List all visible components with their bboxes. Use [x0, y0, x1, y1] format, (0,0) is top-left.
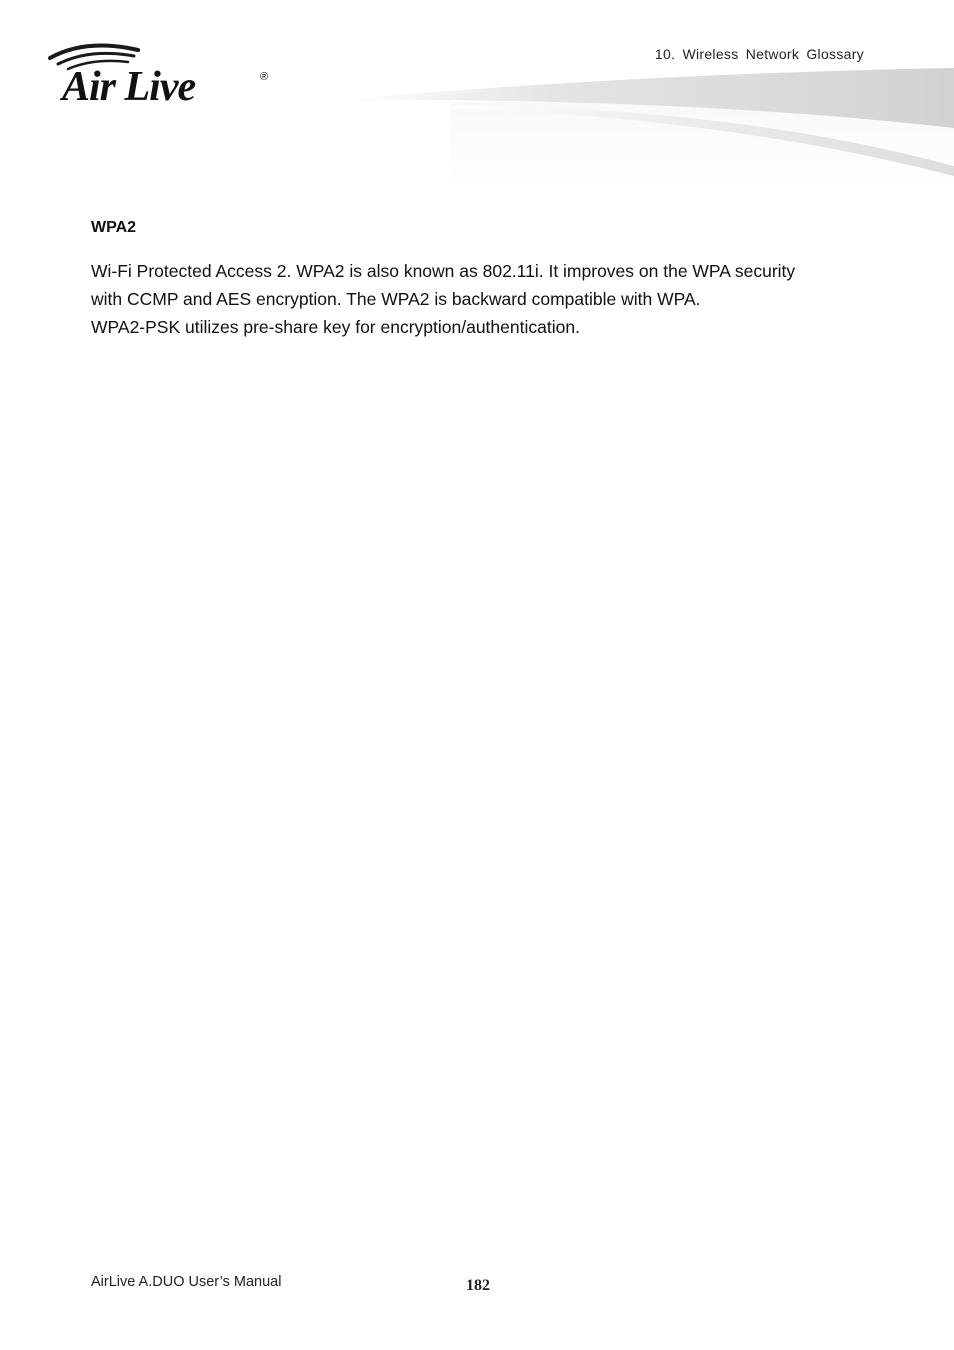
- airlive-logo: [46, 40, 276, 106]
- header-swoosh-graphic: [330, 62, 954, 192]
- page-header: [0, 0, 954, 200]
- body-line: WPA2-PSK utilizes pre-share key for encryption/authentication.: [91, 317, 580, 337]
- main-content: [91, 218, 881, 341]
- logo-wordmark: Air Live: [62, 64, 196, 106]
- section-heading: WPA2: [91, 219, 137, 236]
- body-line: Wi-Fi Protected Access 2. WPA2 is also known as 802.11i. It improves on the WPA security: [91, 261, 796, 281]
- manual-title: AirLive A.DUO User’s Manual: [91, 1274, 282, 1290]
- page-number: 182: [466, 1277, 490, 1294]
- section-body: [91, 257, 881, 341]
- registered-mark: ®: [260, 71, 269, 83]
- body-line: with CCMP and AES encryption. The WPA2 is backward compatible with WPA.: [91, 289, 701, 309]
- chapter-title: 10. Wireless Network Glossary: [654, 46, 864, 62]
